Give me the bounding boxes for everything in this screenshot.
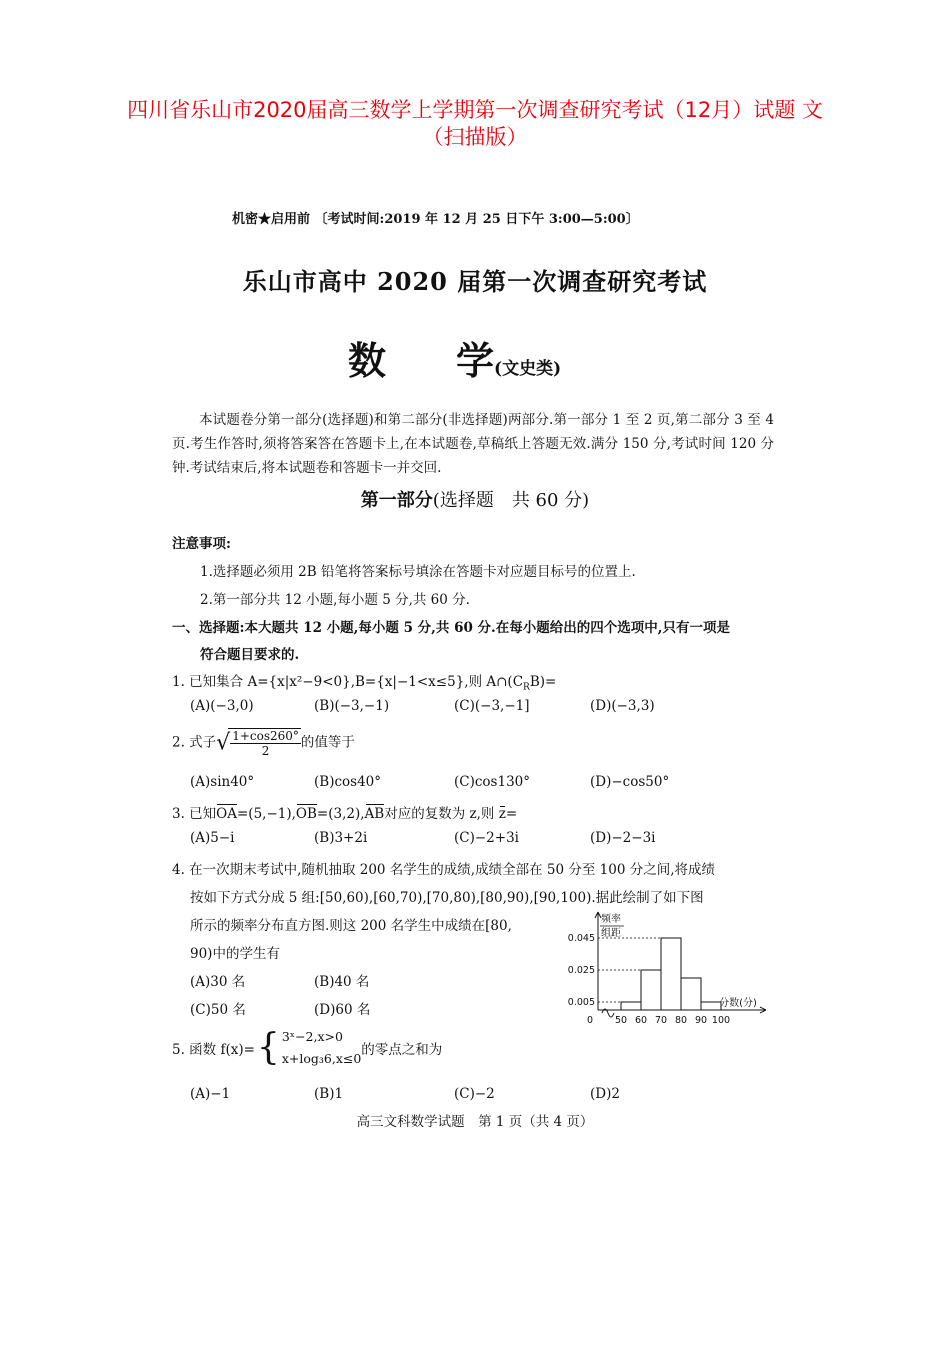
y-axis-label-bottom: 组距 [601,928,621,939]
fraction-numerator: 1+cos260° [232,729,299,743]
question-1-option-d: (D)(−3,3) [590,698,655,714]
question-1-stem [172,670,556,693]
question-2-option-d: (D)−cos50° [590,774,670,790]
question-4-option-d: (D)60 名 [314,1002,371,1018]
question-3-option-d: (D)−2−3i [590,830,656,846]
question-1-option-c: (C)(−3,−1] [454,698,530,714]
origin-label: 0 [586,1015,594,1026]
fraction-denominator: 2 [261,744,270,758]
subject-char-1: 数 [348,338,387,383]
case-2: x+log₃6,x≤0 [281,1051,362,1066]
y-tick-label: 0.025 [567,965,595,976]
question-3-part: 对应的复数为 z,则 [384,806,499,822]
histogram-bar [681,978,701,1010]
subject-heading [348,330,561,385]
question-4-line3: 所示的频率分布直方图.则这 200 名学生中成绩在[80, [190,918,512,934]
question-2-option-c: (C)cos130° [454,774,530,790]
question-2-suffix: 的值等于 [300,734,355,751]
document-title-line2: （扫描版） [422,125,528,149]
subject-subtitle: (文史类) [494,359,562,379]
part-one-desc: (选择题 共 60 分) [432,490,590,511]
x-tick-label: 90 [694,1015,708,1026]
histogram-bar [701,1002,721,1010]
frequency-histogram [560,908,790,1032]
x-tick-label: 80 [674,1015,688,1026]
section-one-line2: 符合题目要求的. [200,647,300,663]
question-4-option-a: (A)30 名 [190,974,246,990]
x-tick-label: 60 [634,1015,648,1026]
question-2-option-a: (A)sin40° [190,774,255,790]
case-1: 3ˣ−2,x>0 [281,1029,343,1044]
y-axis-label-top: 频率 [601,914,621,925]
intro-paragraph: 本试题卷分第一部分(选择题)和第二部分(非选择题)两部分.第一部分 1 至 2 页,第二部分 3 至 4 页.考生作答时,须将答案答在答题卡上,在本试题卷,草稿纸上答题无效.满分 150 分,考试时间 120 分钟.考试结束后,将本试题卷和答题卡一并交回. [172,412,774,476]
question-1-text: 1. 已知集合 A={x|x²−9<0},B={x|−1<x≤5},则 A∩(C [172,674,524,690]
question-3-option-c: (C)−2+3i [454,830,519,846]
question-2-fraction [230,729,301,758]
question-1-option-b: (B)(−3,−1) [314,698,390,714]
question-2-stem [172,728,355,758]
document-title-line1: 四川省乐山市2020届高三数学上学期第一次调查研究考试（12月）试题 文 [127,98,823,122]
question-1-subscript: R [523,682,530,693]
notes-heading: 注意事项: [172,536,231,552]
question-3-part: =(3,2), [316,806,365,822]
y-tick-label: 0.045 [567,933,595,944]
question-4-option-b: (B)40 名 [314,974,370,990]
question-4-line1: 4. 在一次期末考试中,随机抽取 200 名学生的成绩,成绩全部在 50 分至 100 分之间,将成绩 [172,862,716,878]
sqrt-icon: √ [216,730,231,756]
histogram-bar [661,938,681,1010]
page-footer: 高三文科数学试题 第 1 页（共 4 页） [356,1114,594,1130]
question-3-option-a: (A)5−i [190,830,235,846]
vector-ab: AB [364,806,385,822]
part-one-heading [0,486,950,512]
exam-title: 乐山市高中 2020 届第一次调查研究考试 [242,267,708,296]
x-tick-label: 50 [614,1015,628,1026]
note-item-2: 2.第一部分共 12 小题,每小题 5 分,共 60 分. [200,592,470,608]
histogram-bar [641,970,661,1010]
brace-icon: { [256,1027,280,1068]
question-4-line4: 90)中的学生有 [190,946,280,962]
x-tick-label: 70 [654,1015,668,1026]
x-tick-label: 100 [711,1015,731,1026]
question-5-option-b: (B)1 [314,1086,344,1102]
question-3-part: = [505,806,518,822]
question-2-prefix: 2. 式子 [172,734,217,751]
question-1-option-a: (A)(−3,0) [190,698,254,714]
question-3-option-b: (B)3+2i [314,830,368,846]
question-5-option-d: (D)2 [590,1086,620,1102]
confidential-notice: 机密★启用前 〔考试时间:2019 年 12 月 25 日下午 3:00—5:00〕 [232,212,639,227]
vector-ob: OB [295,806,317,822]
piecewise-cases [282,1026,361,1070]
question-4-option-c: (C)50 名 [190,1002,246,1018]
question-5-option-a: (A)−1 [190,1086,231,1102]
question-3-stem [172,802,517,822]
histogram-bar [621,1002,641,1010]
question-5-stem [172,1026,442,1070]
question-2-option-b: (B)cos40° [314,774,381,790]
subject-char-2: 学 [456,338,495,383]
y-tick-label: 0.005 [567,997,595,1008]
conjugate-z: z [498,806,506,822]
part-one-label: 第一部分 [360,490,433,511]
note-item-1: 1.选择题必须用 2B 铅笔将答案标号填涂在答题卡对应题目标号的位置上. [200,564,636,580]
question-3-part: 3. 已知 [172,806,217,822]
section-one-line1: 一、选择题:本大题共 12 小题,每小题 5 分,共 60 分.在每小题给出的四个选项中,只有一项是 [172,620,730,636]
question-4-line2: 按如下方式分成 5 组:[50,60),[60,70),[70,80),[80,90),[90,100).据此绘制了如下图 [190,890,704,906]
x-axis-label: 分数(分) [719,998,757,1009]
question-1-tail: B)= [529,674,557,690]
question-5-suffix: 的零点之和为 [361,1042,443,1058]
vector-oa: OA [216,806,237,822]
question-5-option-c: (C)−2 [454,1086,495,1102]
question-5-prefix: 5. 函数 f(x)= [172,1042,255,1058]
question-3-part: =(5,−1), [237,806,296,822]
